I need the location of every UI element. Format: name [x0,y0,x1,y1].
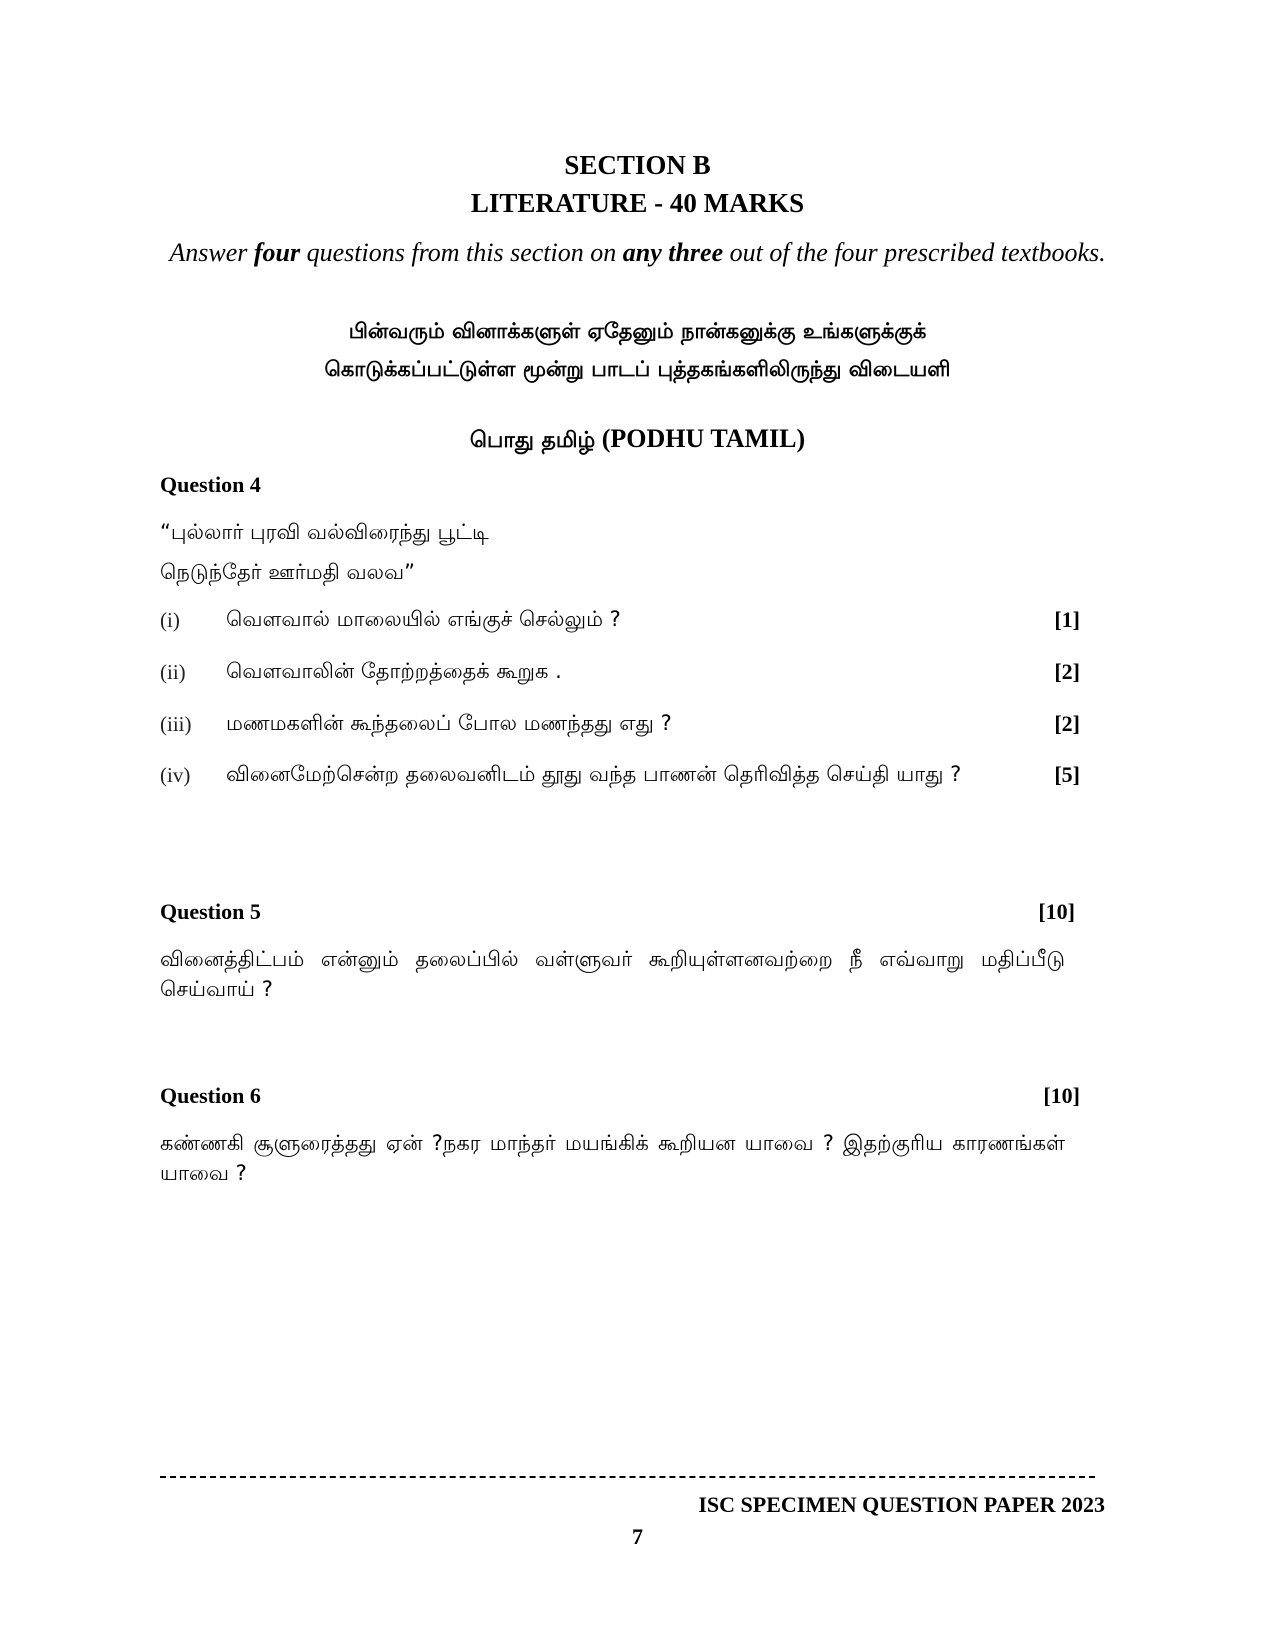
instruction-text: Answer [169,238,254,267]
question-6-text: கண்ணகி சூளுரைத்தது ஏன் ?நகர மாந்தர் மயங்கிக் கூறியன யாவை ? இதற்குரிய காரணங்கள் யாவை ? [160,1131,1065,1185]
tamil-instruction-line-2: கொடுக்கப்பட்டுள்ள மூன்று பாடப் புத்தகங்களிலிருந்து விடையளி [324,357,951,381]
footer-title: ISC SPECIMEN QUESTION PAPER 2023 [698,1492,1105,1517]
item-number: (iv) [160,763,191,787]
item-number: (i) [160,608,180,632]
question-5-text: வினைத்திட்பம் என்னும் தலைப்பில் வள்ளுவர் கூறியுள்ளனவற்றை நீ எவ்வாறு மதிப்பீடு செய்வாய் ? [160,947,1065,1001]
tamil-instructions [160,312,1115,388]
item-marks: [5] [1054,762,1080,787]
tamil-instruction-line-1: பின்வரும் வினாக்களுள் ஏதேனும் நான்கனுக்கு உங்களுக்குக் [348,319,927,343]
item-text: மணமகளின் கூந்தலைப் போல மணந்தது எது ? [226,711,672,735]
section-title: SECTION B [564,150,711,180]
english-instructions [160,236,1115,269]
subject-tamil: பொது தமிழ் [469,428,596,453]
subject-english: (PODHU TAMIL) [601,424,806,453]
item-text: வெளவாலின் தோற்றத்தைக் கூறுக . [226,659,562,683]
question-5-heading: Question 5 [160,899,261,924]
item-text: வினைமேற்சென்ற தலைவனிடம் தூது வந்த பாணன் தெரிவித்த செய்தி யாது ? [226,762,962,786]
question-4-heading: Question 4 [160,472,261,497]
poem-line-1: “புல்லார் புரவி வல்விரைந்து பூட்டி [160,520,489,544]
question-4-poem [160,512,489,592]
instruction-emphasis: any three [622,238,724,267]
question-6-marks: [10] [1043,1083,1080,1108]
poem-line-2: நெடுந்தேர் ஊர்மதி வலவ” [160,560,415,584]
item-marks: [2] [1054,659,1080,684]
item-number: (ii) [160,660,186,684]
footer-divider [160,1476,1095,1478]
question-5-marks: [10] [1038,899,1075,924]
instruction-text: out of the four prescribed textbooks. [723,238,1106,267]
item-marks: [2] [1054,711,1080,736]
instruction-text: questions from this section on [300,238,623,267]
item-number: (iii) [160,712,192,736]
item-marks: [1] [1054,607,1080,632]
subject-title [0,424,1275,456]
question-6-heading: Question 6 [160,1083,261,1108]
instruction-emphasis: four [253,238,301,267]
section-subtitle: LITERATURE - 40 MARKS [470,188,805,218]
page-number: 7 [632,1524,643,1549]
item-text: வெளவால் மாலையில் எங்குச் செல்லும் ? [226,607,621,631]
